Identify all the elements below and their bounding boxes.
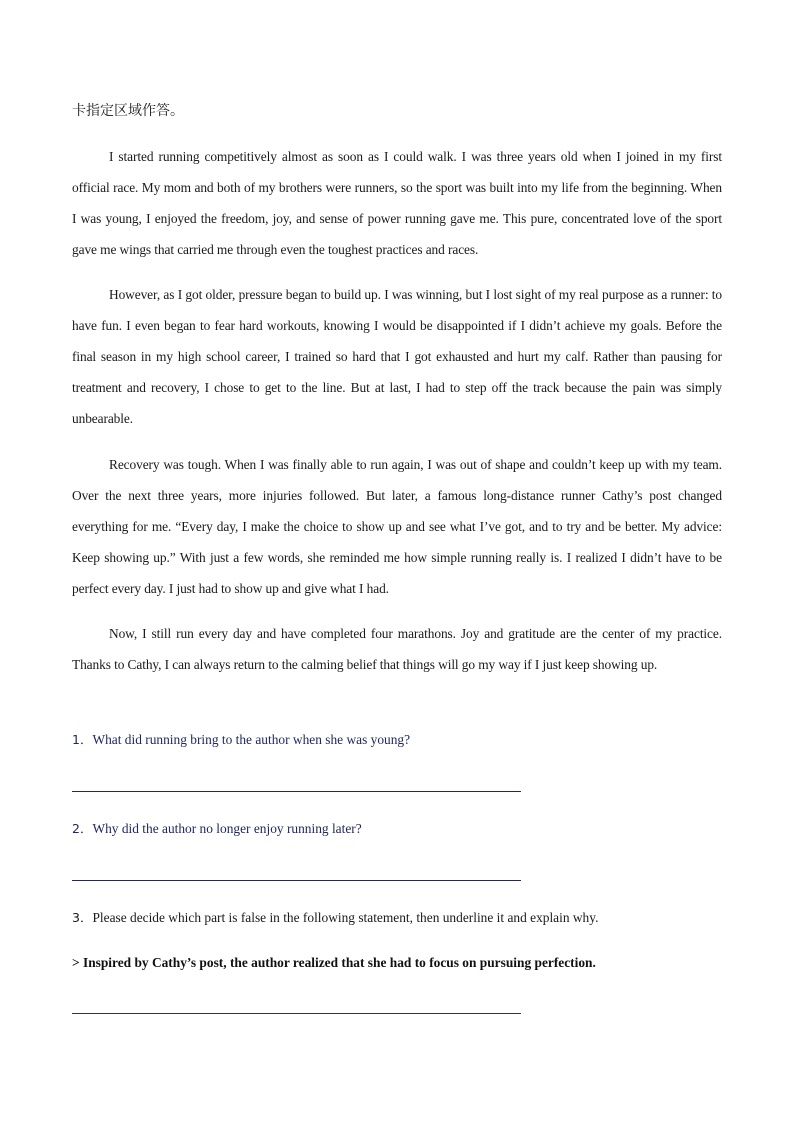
- answer-line-3[interactable]: [72, 1013, 521, 1014]
- question-2-number: 2．: [72, 821, 93, 836]
- question-2: [72, 819, 362, 839]
- question-3: [72, 908, 598, 928]
- statement-text: > Inspired by Cathy’s post, the author realized that she had to focus on pursuing perfection.: [72, 955, 596, 970]
- answer-line-1[interactable]: [72, 791, 521, 792]
- passage-paragraph-2: However, as I got older, pressure began to build up. I was winning, but I lost sight of my real purpose as a runner: to have fun. I even began to fear hard workouts, knowing I would be disappointed if I didn’t achieve my goals. Before the final season in my high school career, I trained so hard that I got exhausted and hurt my calf. Rather than pausing for treatment and recovery, I chose to get to the line. But at last, I had to step off the track because the pain was simply unbearable.: [72, 287, 722, 426]
- passage-paragraph-1: I started running competitively almost as soon as I could walk. I was three years old when I joined in my first official race. My mom and both of my brothers were runners, so the sport was built into my life from the beginning. When I was young, I enjoyed the freedom, joy, and sense of power running gave me. This pure, concentrated love of the sport gave me wings that carried me through even the toughest practices and races.: [72, 149, 722, 257]
- question-2-text: Why did the author no longer enjoy running later?: [92, 821, 362, 836]
- question-1-number: 1．: [72, 732, 93, 747]
- instruction-text: 卡指定区域作答。: [72, 103, 184, 119]
- question-1: [72, 730, 410, 750]
- question-3-number: 3．: [72, 910, 93, 925]
- passage-paragraph-3: Recovery was tough. When I was finally able to run again, I was out of shape and couldn’t keep up with my team. Over the next three years, more injuries followed. But later, a famous long-distance runner Cathy’s post changed everything for me. “Every day, I make the choice to show up and see what I’ve got, and to try and be better. My advice: Keep showing up.” With just a few words, she reminded me how simple running really is. I realized I didn’t have to be perfect every day. I just had to show up and give what I had.: [72, 457, 722, 596]
- question-3-text: Please decide which part is false in the following statement, then underline it and explain why.: [92, 910, 599, 925]
- question-1-text: What did running bring to the author when she was young?: [92, 732, 411, 747]
- passage-paragraph-4: Now, I still run every day and have completed four marathons. Joy and gratitude are the center of my practice. Thanks to Cathy, I can always return to the calming belief that things will go my way if I just keep showing up.: [72, 626, 722, 672]
- answer-line-2[interactable]: [72, 880, 521, 881]
